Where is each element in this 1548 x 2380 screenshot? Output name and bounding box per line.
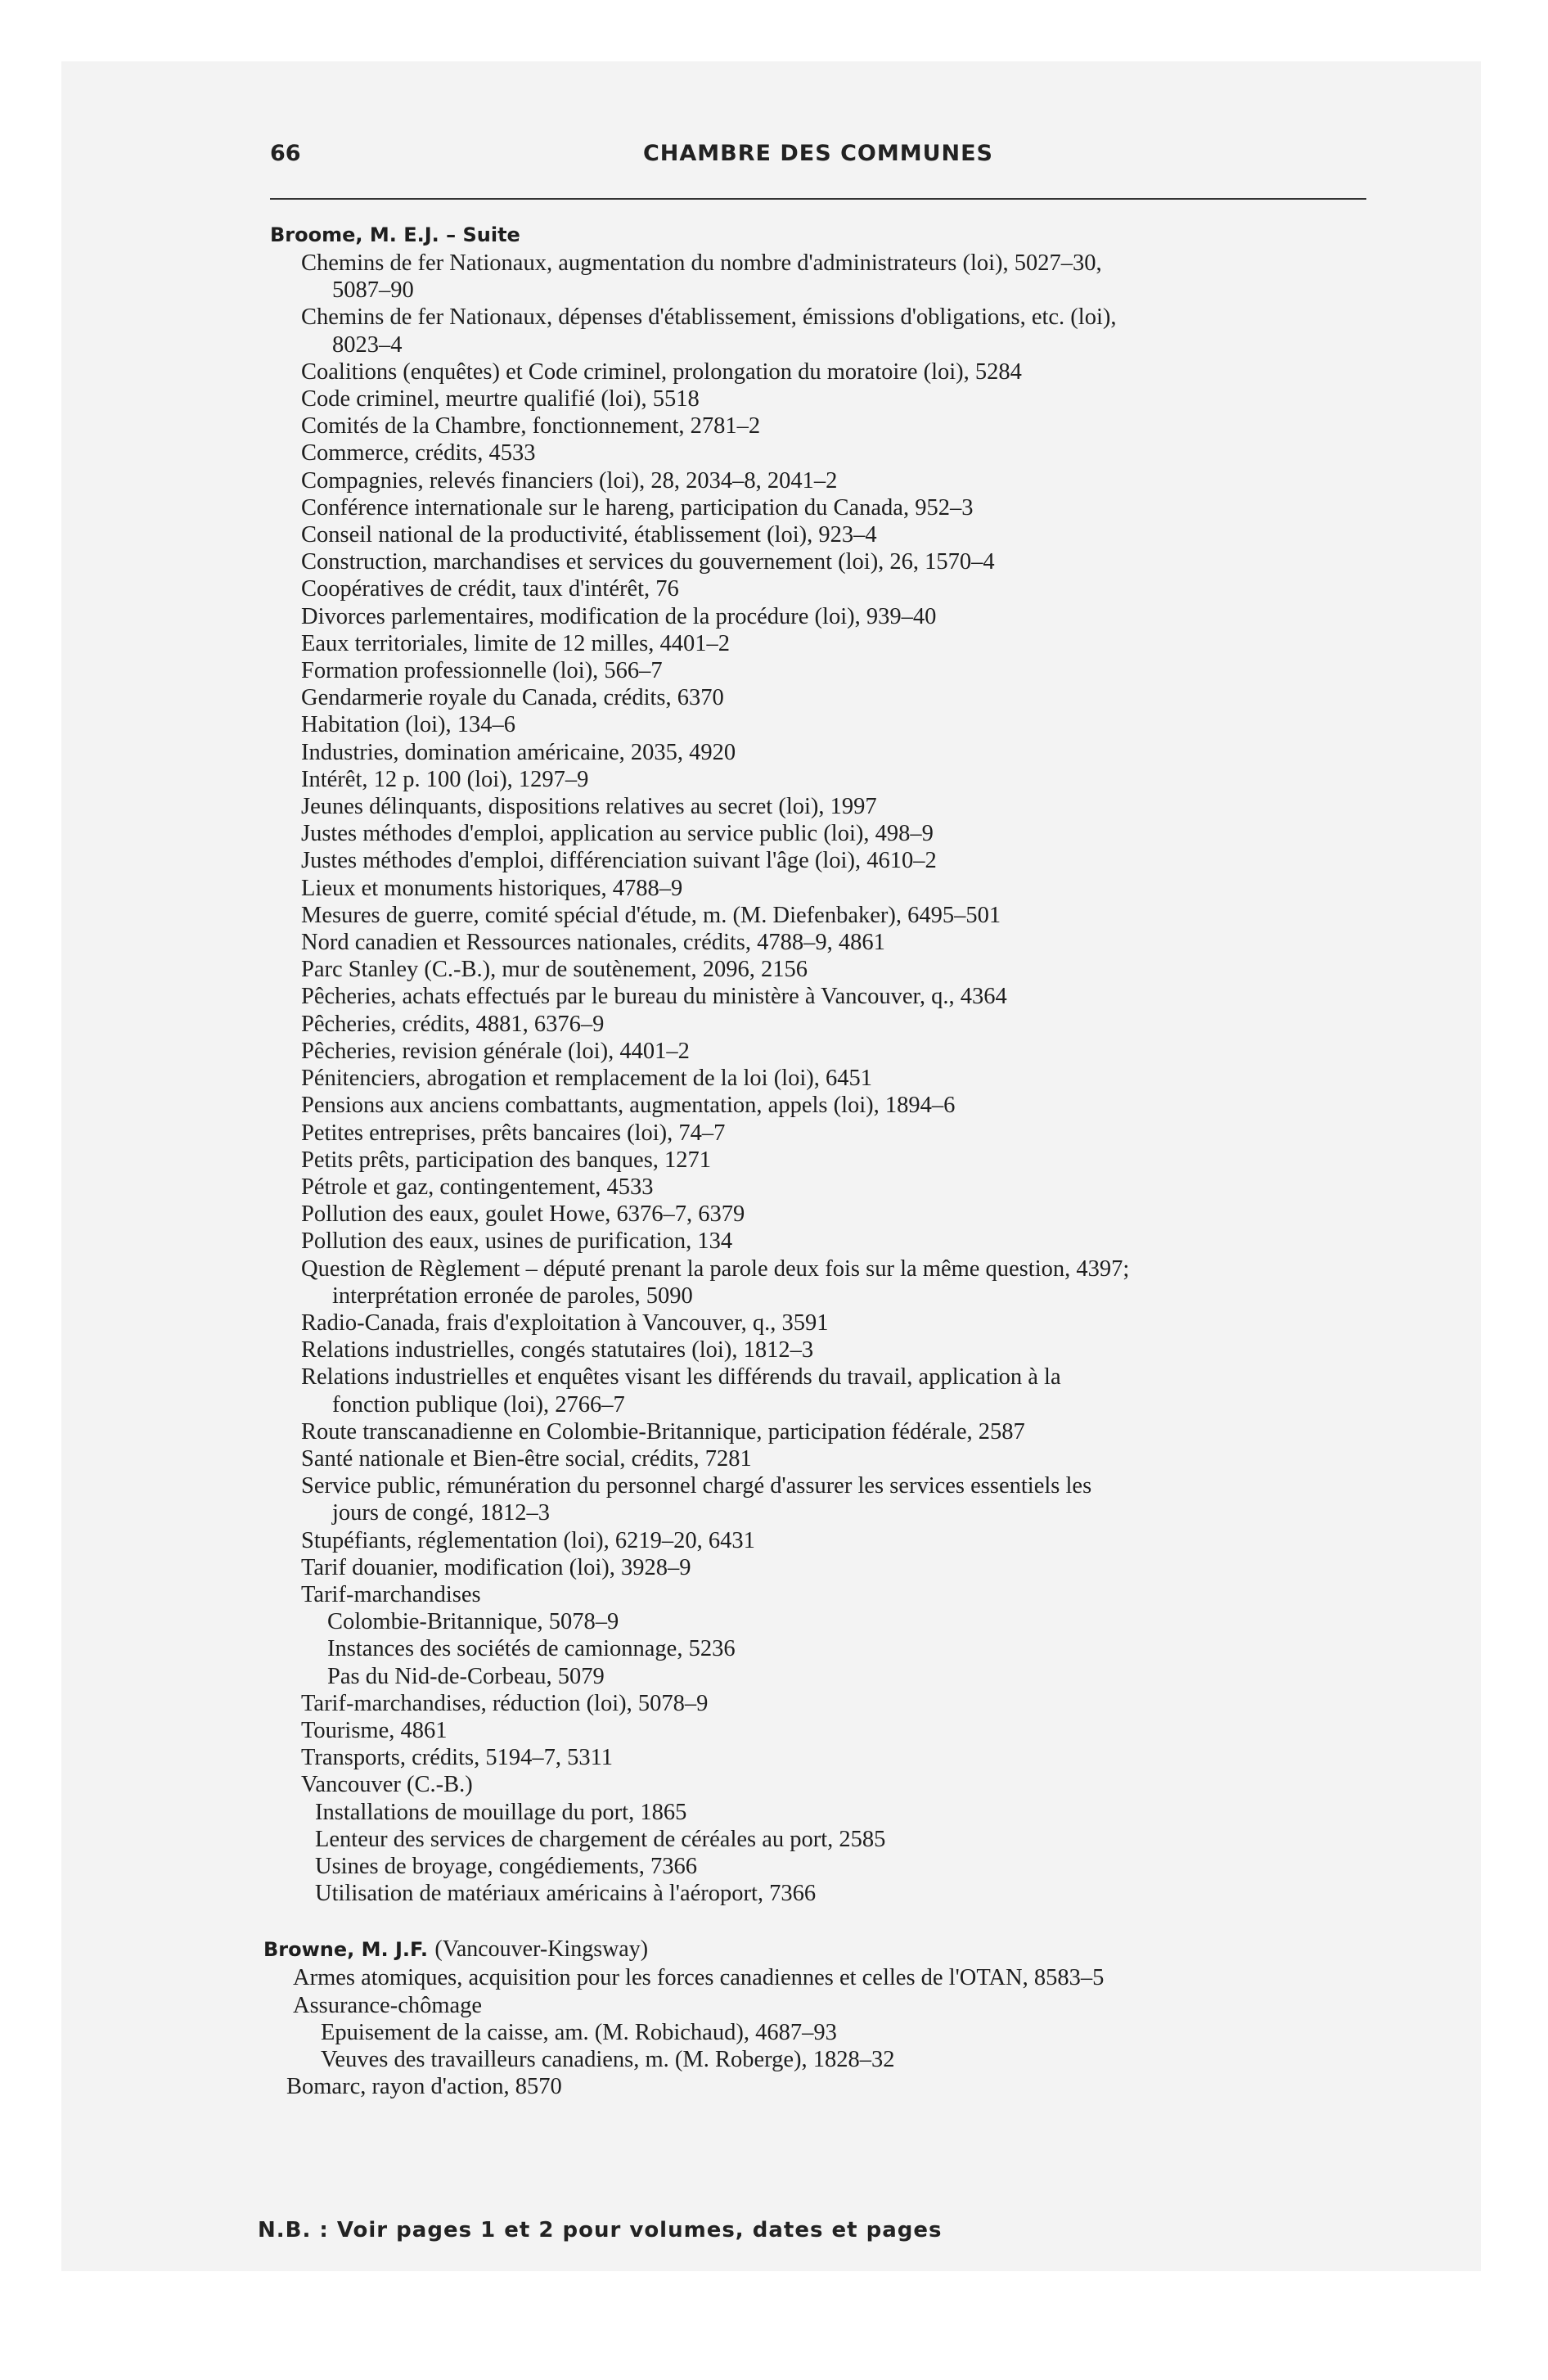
index-entry: Bomarc, rayon d'action, 8570: [286, 2074, 562, 2100]
index-entry: Stupéfiants, réglementation (loi), 6219–20, 6431: [301, 1527, 755, 1553]
index-entry: Coalitions (enquêtes) et Code criminel, prolongation du moratoire (loi), 5284: [301, 358, 1022, 385]
index-subentry: Veuves des travailleurs canadiens, m. (M. Roberge), 1828–32: [321, 2047, 895, 2072]
index-entry: Transports, crédits, 5194–7, 5311: [301, 1745, 614, 1771]
index-entry: Chemins de fer Nationaux, augmentation du nombre d'administrateurs (loi), 5027–30,: [301, 250, 1102, 276]
index-entry: Gendarmerie royale du Canada, crédits, 6370: [301, 685, 724, 711]
index-entry: Mesures de guerre, comité spécial d'étude, m. (M. Diefenbaker), 6495–501: [301, 902, 1001, 928]
member-name: Broome, M. E.J. – Suite: [270, 223, 520, 246]
index-entry-continuation: 5087–90: [332, 277, 414, 304]
index-entry: Question de Règlement – député prenant la parole deux fois sur la même question, 4397;: [301, 1255, 1130, 1282]
index-subentry: Colombie-Britannique, 5078–9: [327, 1609, 619, 1635]
section-gap: [270, 1907, 1358, 1935]
page-title: CHAMBRE DES COMMUNES: [642, 141, 993, 166]
page-number: 66: [270, 141, 301, 166]
index-entry: Lieux et monuments historiques, 4788–9: [301, 875, 683, 901]
index-entry: Formation professionnelle (loi), 566–7: [301, 658, 663, 684]
index-entry: Pollution des eaux, usines de purification, 134: [301, 1228, 733, 1255]
index-entry: Tarif douanier, modification (loi), 3928–9: [301, 1554, 691, 1580]
index-entry: Pénitenciers, abrogation et remplacement de la loi (loi), 6451: [301, 1066, 873, 1092]
index-entry: Relations industrielles et enquêtes visant les différends du travail, application à la: [301, 1364, 1061, 1391]
index-subentry: Installations de mouillage du port, 1865: [315, 1799, 687, 1825]
index-entry: Pêcheries, revision générale (loi), 4401–2: [301, 1038, 690, 1064]
index-entry: Eaux territoriales, limite de 12 milles, 4401–2: [301, 630, 730, 656]
index-entry: Parc Stanley (C.-B.), mur de soutènement, 2096, 2156: [301, 957, 808, 983]
index-entry-continuation: interprétation erronée de paroles, 5090: [332, 1282, 693, 1309]
member-riding: (Vancouver-Kingsway): [434, 1936, 649, 1963]
index-entry-continuation: fonction publique (loi), 2766–7: [332, 1391, 625, 1418]
page-header: [270, 141, 1366, 183]
index-entry: Commerce, crédits, 4533: [301, 440, 536, 467]
index-entry: Assurance-chômage: [293, 1992, 483, 2018]
index-entry-continuation: jours de congé, 1812–3: [332, 1500, 550, 1526]
index-entry: Pétrole et gaz, contingentement, 4533: [301, 1174, 654, 1200]
member-name: Browne, M. J.F.: [263, 1938, 429, 1962]
index-entry: Conférence internationale sur le hareng, participation du Canada, 952–3: [301, 494, 974, 521]
header-rule: [270, 198, 1366, 200]
index-entry: Tarif-marchandises: [301, 1581, 481, 1607]
index-entry: Tarif-marchandises, réduction (loi), 5078–9: [301, 1690, 709, 1716]
index-entry: Petits prêts, participation des banques, 1271: [301, 1147, 712, 1173]
index-entry: Code criminel, meurtre qualifié (loi), 5518: [301, 386, 700, 412]
index-entry: Industries, domination américaine, 2035, 4920: [301, 739, 736, 765]
index-entry: Vancouver (C.-B.): [301, 1772, 473, 1798]
index-entry: Jeunes délinquants, dispositions relatives au secret (loi), 1997: [301, 794, 877, 820]
index-entry: Comités de la Chambre, fonctionnement, 2781–2: [301, 413, 761, 439]
index-entry: Construction, marchandises et services du gouvernement (loi), 26, 1570–4: [301, 549, 995, 575]
index-subentry: Instances des sociétés de camionnage, 5236: [327, 1636, 736, 1662]
index-entry: Relations industrielles, congés statutaires (loi), 1812–3: [301, 1337, 814, 1364]
index-entry: Service public, rémunération du personnel chargé d'assurer les services essentiels les: [301, 1473, 1092, 1499]
index-entry: Chemins de fer Nationaux, dépenses d'établissement, émissions d'obligations, etc. (loi),: [301, 304, 1117, 331]
index-entry: Radio-Canada, frais d'exploitation à Vancouver, q., 3591: [301, 1309, 829, 1336]
index-entry: Armes atomiques, acquisition pour les forces canadiennes et celles de l'OTAN, 8583–5: [293, 1965, 1105, 1991]
index-subentry: Usines de broyage, congédiements, 7366: [315, 1853, 697, 1879]
index-entry: Divorces parlementaires, modification de la procédure (loi), 939–40: [301, 603, 937, 629]
index-entry: Pensions aux anciens combattants, augmentation, appels (loi), 1894–6: [301, 1093, 956, 1119]
index-entry: Petites entreprises, prêts bancaires (loi), 74–7: [301, 1120, 726, 1146]
index-subentry: Utilisation de matériaux américains à l'aéroport, 7366: [315, 1881, 817, 1907]
index-entry: Route transcanadienne en Colombie-Britannique, participation fédérale, 2587: [301, 1418, 1025, 1445]
index-entry: Habitation (loi), 134–6: [301, 712, 515, 738]
index-entry-continuation: 8023–4: [332, 331, 403, 358]
index-entry: Pêcheries, achats effectués par le bureau du ministère à Vancouver, q., 4364: [301, 984, 1007, 1010]
index-entry: Pollution des eaux, goulet Howe, 6376–7, 6379: [301, 1201, 745, 1228]
index-entry: Conseil national de la productivité, établissement (loi), 923–4: [301, 522, 877, 548]
index-entry: Compagnies, relevés financiers (loi), 28, 2034–8, 2041–2: [301, 467, 838, 494]
index-entry: Pêcheries, crédits, 4881, 6376–9: [301, 1011, 605, 1037]
index-subentry: Pas du Nid-de-Corbeau, 5079: [327, 1663, 605, 1689]
index-entry: Santé nationale et Bien-être social, crédits, 7281: [301, 1445, 752, 1472]
member-heading: [263, 1935, 1358, 1964]
index-entry: Coopératives de crédit, taux d'intérêt, 76: [301, 576, 679, 602]
index-entry: Intérêt, 12 p. 100 (loi), 1297–9: [301, 766, 589, 792]
index-entry: Tourisme, 4861: [301, 1717, 448, 1743]
index-entry: Justes méthodes d'emploi, différenciation suivant l'âge (loi), 4610–2: [301, 848, 937, 874]
index-subentry: Lenteur des services de chargement de céréales au port, 2585: [315, 1826, 886, 1852]
index-entry: Nord canadien et Ressources nationales, crédits, 4788–9, 4861: [301, 930, 885, 956]
footnote: N.B. : Voir pages 1 et 2 pour volumes, dates et pages: [258, 2218, 943, 2243]
index-entries: [263, 221, 1358, 2100]
index-subentry: Epuisement de la caisse, am. (M. Robichaud), 4687–93: [321, 2019, 837, 2045]
index-entry: Justes méthodes d'emploi, application au service public (loi), 498–9: [301, 821, 934, 847]
